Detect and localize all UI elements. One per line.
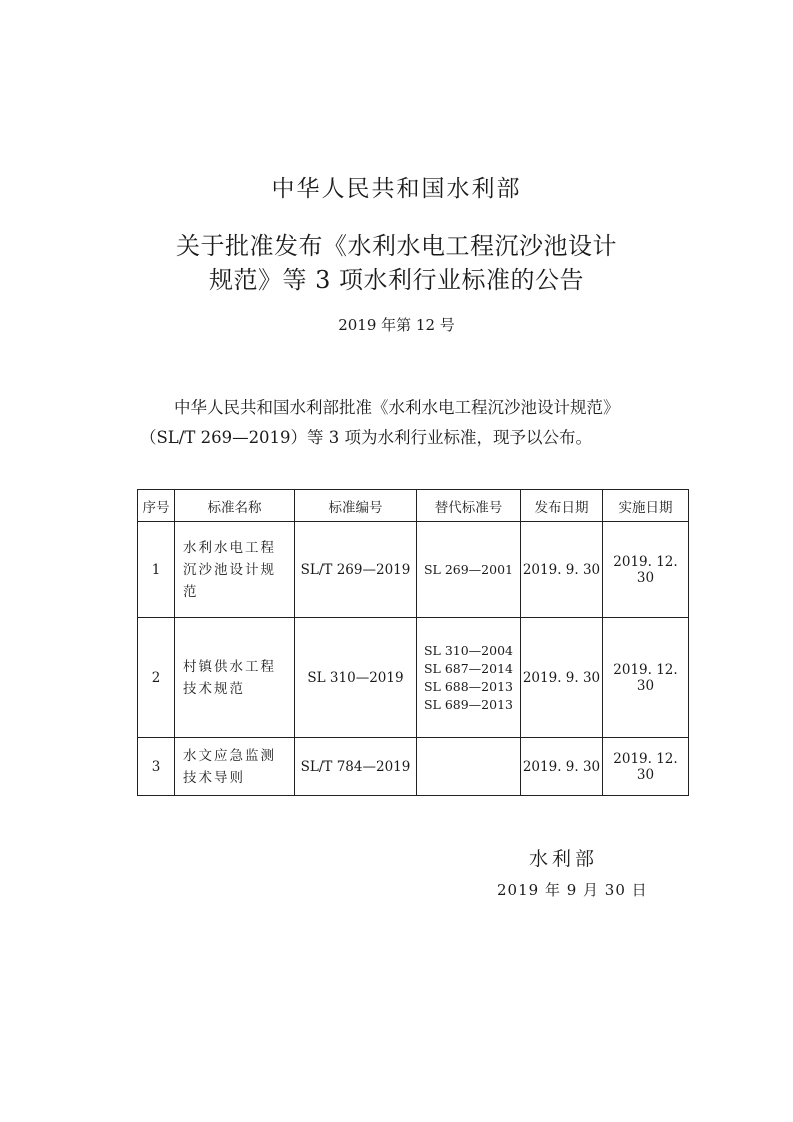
cell-publish-date: 2019. 9. 30 [521,618,603,738]
issuing-ministry: 中华人民共和国水利部 [271,176,522,202]
cell-standard-name: 水利水电工程沉沙池设计规范 [175,522,295,618]
header-effective-date: 实施日期 [603,490,689,522]
cell-replaced-code [417,522,521,618]
announcement-title-line-1: 关于批准发布《水利水电工程沉沙池设计 [176,232,617,260]
cell-standard-code: SL 310—2019 [295,618,417,738]
cell-standard-name: 水文应急监测技术导则 [175,738,295,796]
header-standard-name: 标准名称 [175,490,295,522]
body-paragraph-line-2: （SL/T 269—2019）等 3 项为水利行业标准，现予以公布。 [140,428,593,447]
cell-effective-date: 2019. 12. 30 [603,738,689,796]
document-number: 2019 年第 12 号 [338,316,455,334]
replaced-code-line: SL 687—2014 [423,660,513,676]
cell-publish-date: 2019. 9. 30 [521,738,603,796]
cell-replaced-code [417,618,521,738]
body-paragraph-line-1: 中华人民共和国水利部批准《水利水电工程沉沙池设计规范》 [174,398,620,417]
table-row [138,618,689,738]
cell-index: 2 [138,618,175,738]
header-publish-date: 发布日期 [521,490,603,522]
cell-index: 3 [138,738,175,796]
table-header-row [138,490,689,522]
table-row [138,522,689,618]
replaced-code-line: SL 689—2013 [423,696,513,712]
cell-publish-date: 2019. 9. 30 [521,522,603,618]
cell-effective-date: 2019. 12. 30 [603,618,689,738]
header-replaced-code: 替代标准号 [417,490,521,522]
standards-table [137,489,689,796]
cell-standard-code: SL/T 269—2019 [295,522,417,618]
cell-index: 1 [138,522,175,618]
replaced-code-line: SL 269—2001 [423,561,513,577]
header-index: 序号 [138,490,175,522]
announcement-title-line-2: 规范》等 3 项水利行业标准的公告 [208,266,585,294]
header-standard-code: 标准编号 [295,490,417,522]
replaced-code-line: SL 310—2004 [423,642,513,658]
cell-effective-date: 2019. 12. 30 [603,522,689,618]
cell-standard-code: SL/T 784—2019 [295,738,417,796]
cell-standard-name: 村镇供水工程技术规范 [175,618,295,738]
table-row [138,738,689,796]
signing-authority: 水利部 [529,848,599,870]
cell-replaced-code [417,738,521,796]
signing-date: 2019 年 9 月 30 日 [497,881,648,899]
replaced-code-line: SL 688—2013 [423,678,513,694]
